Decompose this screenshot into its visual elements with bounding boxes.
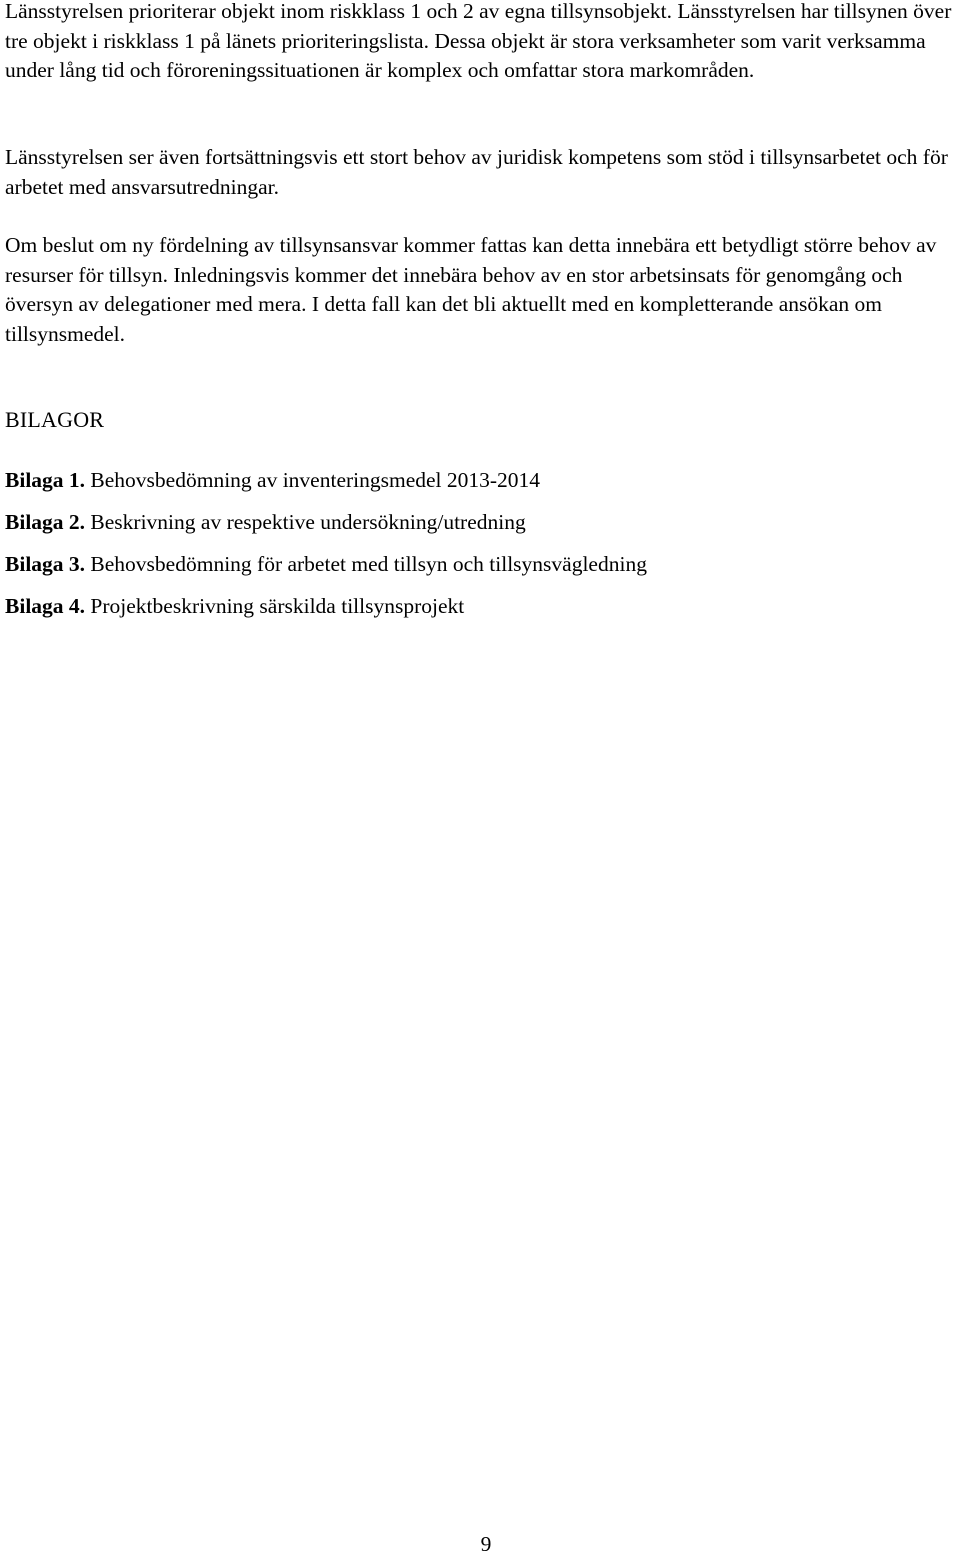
appendix-label: Bilaga 1.: [5, 468, 86, 492]
paragraph-priority-objects: Länsstyrelsen prioriterar objekt inom riskklass 1 och 2 av egna tillsynsobjekt. Länsstyrelsen har tillsynen över tre objekt i riskklass 1 på länets prioriteringslista. Dessa objekt är stora verksamheter som varit verksamma under lång tid och föroreningssituationen är komplex och omfattar stora markområden.: [5, 0, 952, 82]
appendix-item-2: [5, 508, 647, 550]
appendix-item-4: [5, 592, 647, 634]
appendix-label: Bilaga 3.: [5, 552, 86, 576]
appendix-list: [5, 466, 647, 634]
appendix-title: Beskrivning av respektive undersökning/utredning: [90, 510, 526, 534]
appendix-item-3: [5, 550, 647, 592]
appendix-label: Bilaga 2.: [5, 510, 86, 534]
appendix-title: Behovsbedömning för arbetet med tillsyn och tillsynsvägledning: [90, 552, 647, 576]
appendix-title: Projektbeskrivning särskilda tillsynsprojekt: [90, 594, 465, 618]
appendix-item-1: [5, 466, 647, 508]
paragraph-legal-competence: Länsstyrelsen ser även fortsättningsvis ett stort behov av juridisk kompetens som stöd i tillsynsarbetet och för arbetet med ansvarsutredningar.: [5, 145, 948, 199]
appendices-heading: BILAGOR: [5, 407, 105, 432]
page-number: 9: [480, 1532, 492, 1556]
paragraph-supervision-responsibility: Om beslut om ny fördelning av tillsynsansvar kommer fattas kan detta innebära ett betydligt större behov av resurser för tillsyn. Inledningsvis kommer det innebära behov av en stor arbetsinsats för genomgång och översyn av delegationer med mera. I detta fall kan det bli aktuellt med en kompletterande ansökan om tillsynsmedel.: [5, 233, 937, 346]
appendix-title: Behovsbedömning av inventeringsmedel 2013-2014: [90, 468, 541, 492]
appendix-label: Bilaga 4.: [5, 594, 86, 618]
